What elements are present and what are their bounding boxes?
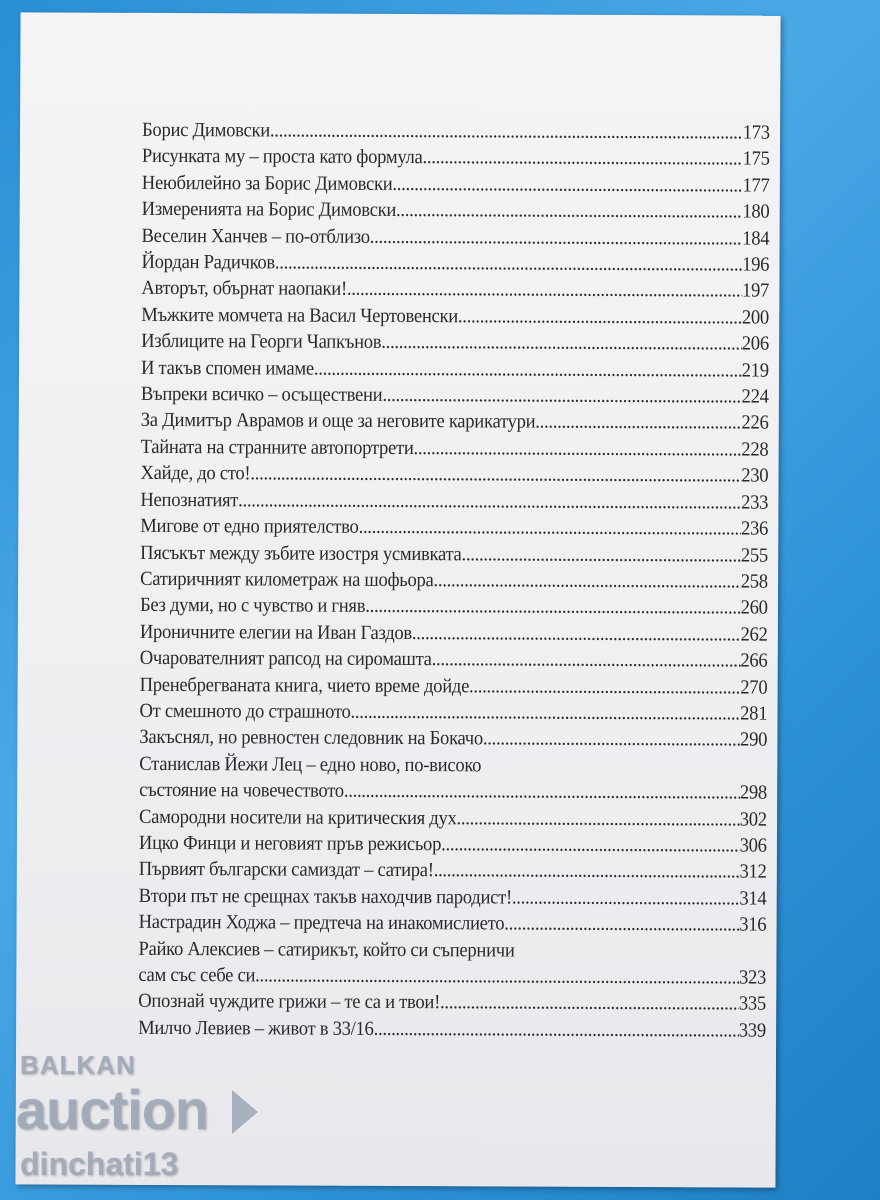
toc-entry-title: Закъснял, но ревностен следовник на Бокачо... [139, 726, 497, 750]
toc-entry-title: Тайната на странните автопортрети [140, 435, 414, 459]
dot-leader [441, 831, 740, 859]
toc-entry [141, 381, 769, 410]
toc-entry [139, 856, 767, 885]
toc-entry [140, 487, 768, 516]
toc-entry-page: 200 [741, 306, 770, 329]
toc-entry-title: Настрадин Ходжа – предтеча на инакомислието [138, 911, 505, 935]
dot-leader [327, 355, 742, 383]
toc-entry [142, 117, 770, 146]
toc-entry-title: Мигове от едно приятелство [140, 514, 359, 538]
toc-entry [139, 830, 767, 859]
toc-entry [141, 302, 769, 331]
toc-entry-page: 323 [738, 966, 767, 989]
dot-leader [504, 911, 739, 938]
toc-entry-page: 270 [740, 676, 768, 699]
dot-leader [535, 409, 741, 436]
dot-leader [365, 593, 741, 621]
toc-entry [141, 328, 769, 357]
toc-entry-page: 206 [741, 332, 769, 355]
toc-entry-page: 258 [740, 570, 768, 593]
toc-entry-title-line1: Райко Алексиев – сатирикът, който си съперничи [138, 937, 515, 962]
toc-entry [139, 803, 767, 832]
toc-entry [140, 619, 768, 648]
toc-entry-title: От смешното до страшното... [139, 699, 364, 723]
toc-entry-page: 302 [739, 808, 767, 831]
book-page [15, 12, 780, 1187]
toc-entry-page: 233 [741, 491, 769, 514]
watermark-brand-top: BALKAN [20, 1050, 136, 1080]
toc-entry-page: 180 [742, 200, 770, 223]
toc-entry-page: 314 [739, 887, 767, 910]
toc-entry [140, 566, 768, 595]
toc-entry [141, 249, 769, 278]
toc-entry-page: 266 [740, 649, 768, 672]
toc-entry-title: Ицко Финци и неговият пръв режисьор [138, 831, 442, 856]
toc-entry-page: 197 [741, 279, 770, 303]
toc-entry [139, 909, 767, 938]
dot-leader [344, 778, 740, 806]
toc-entry [142, 196, 770, 225]
toc-entry-title: Хайде, до сто! [140, 462, 251, 485]
toc-entry-page: 173 [742, 121, 770, 144]
dot-leader [457, 805, 740, 833]
dot-leader [374, 1016, 739, 1044]
toc-entry-title: Рисунката му – проста като формула [141, 145, 423, 169]
toc-entry-page: 184 [742, 227, 770, 250]
toc-entry [141, 434, 769, 463]
toc-entry-page: 316 [739, 913, 767, 936]
dot-leader [392, 171, 742, 199]
toc-entry-title: Изблиците на Георги Чапкънов [141, 330, 382, 354]
dot-leader [396, 197, 742, 225]
toc-entry [139, 724, 767, 753]
toc-entry-title: Йордан Радичков [141, 250, 276, 274]
table-of-contents [138, 117, 769, 1044]
dot-leader [255, 962, 739, 991]
toc-entry-page: 226 [741, 411, 769, 435]
dot-leader [412, 620, 741, 648]
dot-leader [512, 884, 740, 911]
dot-leader [364, 699, 741, 727]
toc-entry-title: Втори път не срещнах такъв находчив пародист! [138, 884, 512, 909]
toc-entry-title: Въпреки всичко – осъществени [140, 382, 383, 406]
toc-entry-title: състояние на човечеството [139, 779, 344, 802]
dot-leader [381, 329, 742, 357]
toc-entry-title: Сатиричният километраж на шофьора [140, 567, 434, 592]
watermark-brand-main: auction [16, 1078, 209, 1141]
toc-entry-page: 228 [741, 438, 769, 461]
dot-leader [275, 249, 742, 277]
toc-entry-title: Измеренията на Борис Димовски [141, 198, 397, 222]
toc-entry [140, 671, 768, 700]
dot-leader [347, 276, 742, 304]
toc-entry-title: сам със себе си [138, 963, 256, 987]
dot-leader [440, 990, 739, 1018]
toc-entry [142, 170, 770, 199]
toc-entry-title: Милчо Левиев – живот в 33/16 [138, 1016, 374, 1040]
toc-entry [141, 275, 769, 304]
watermark-username: dinchati13 [20, 1146, 179, 1182]
toc-entry-title: Опознай чуждите грижи – те са и твои! [138, 990, 441, 1014]
toc-entry-page: 236 [740, 517, 769, 540]
toc-entry-title-line1: Станислав Йежи Лец – едно ново, по-високо [139, 752, 482, 777]
watermark-play-icon [232, 1090, 258, 1134]
toc-entry [141, 355, 769, 384]
toc-entry-title: Първият български самиздат – сатира! [138, 858, 434, 882]
toc-entry-title: Непознатият [140, 488, 239, 511]
toc-entry-title: Веселин Ханчев – по-отблизо [141, 224, 370, 248]
toc-entry [140, 460, 768, 489]
toc-entry-title: Авторът, обърнат наопаки! [141, 277, 347, 301]
toc-entry [142, 143, 770, 172]
toc-entry [140, 645, 768, 674]
dot-leader [496, 726, 740, 753]
toc-entry [138, 1015, 766, 1044]
toc-entry-page: 262 [740, 623, 768, 646]
dot-leader [469, 673, 740, 701]
toc-entry-title: Неюбилейно за Борис Димовски [141, 171, 393, 195]
dot-leader [370, 223, 743, 251]
dot-leader [238, 487, 741, 516]
toc-entry-title: И такъв спомен имаме... [140, 356, 328, 380]
toc-entry-title: За Димитър Аврамов и още за неговите карикатури [140, 409, 536, 434]
toc-entry-title: Пренебрегваната книга, чието време дойде [139, 673, 470, 697]
toc-entry [142, 223, 770, 252]
toc-entry [139, 883, 767, 912]
dot-leader [422, 145, 742, 173]
toc-entry [141, 407, 769, 436]
toc-entry [140, 539, 768, 568]
toc-entry [140, 513, 768, 542]
toc-entry-page: 312 [739, 860, 767, 883]
dot-leader [270, 117, 743, 145]
toc-entry [139, 751, 767, 807]
toc-entry-title: Без думи, но с чувство и гняв [139, 594, 366, 618]
toc-entry-page: 255 [740, 543, 768, 567]
dot-leader [413, 435, 741, 463]
dot-leader [359, 514, 742, 542]
toc-entry-page: 339 [738, 1019, 766, 1042]
toc-entry-title: Пясъкът между зъбите изостря усмивката [140, 541, 462, 565]
dot-leader [432, 646, 741, 674]
dot-leader [462, 541, 741, 569]
dot-leader [433, 567, 740, 595]
toc-entry [140, 592, 768, 621]
toc-entry-page: 281 [740, 702, 768, 725]
toc-entry [138, 988, 766, 1017]
toc-entry [138, 935, 766, 991]
dot-leader [250, 461, 741, 490]
toc-entry-page: 260 [740, 596, 768, 619]
toc-entry-title: Очарователният рапсод на сиромашта [139, 646, 432, 671]
toc-entry-page: 175 [742, 147, 770, 171]
toc-entry-page: 177 [742, 174, 770, 197]
toc-entry-page: 335 [738, 992, 767, 1016]
toc-entry-page: 298 [739, 781, 767, 804]
toc-entry-title: Борис Димовски [142, 118, 270, 142]
dot-leader [458, 303, 742, 331]
dot-leader [382, 382, 741, 410]
toc-entry-page: 219 [741, 359, 769, 382]
toc-entry [139, 698, 767, 727]
toc-entry-title: Мъжките момчета на Васил Чертовенски [141, 303, 459, 328]
toc-entry-title: Ироничните елегии на Иван Газдов [139, 620, 412, 644]
toc-entry-page: 306 [739, 834, 767, 857]
toc-entry-page: 224 [741, 385, 769, 408]
toc-entry-page: 230 [741, 464, 769, 487]
toc-entry-page: 290 [740, 728, 768, 751]
dot-leader [434, 858, 740, 886]
toc-entry-page: 196 [742, 253, 770, 276]
toc-entry-title: Самородни носители на критическия дух [139, 805, 457, 829]
